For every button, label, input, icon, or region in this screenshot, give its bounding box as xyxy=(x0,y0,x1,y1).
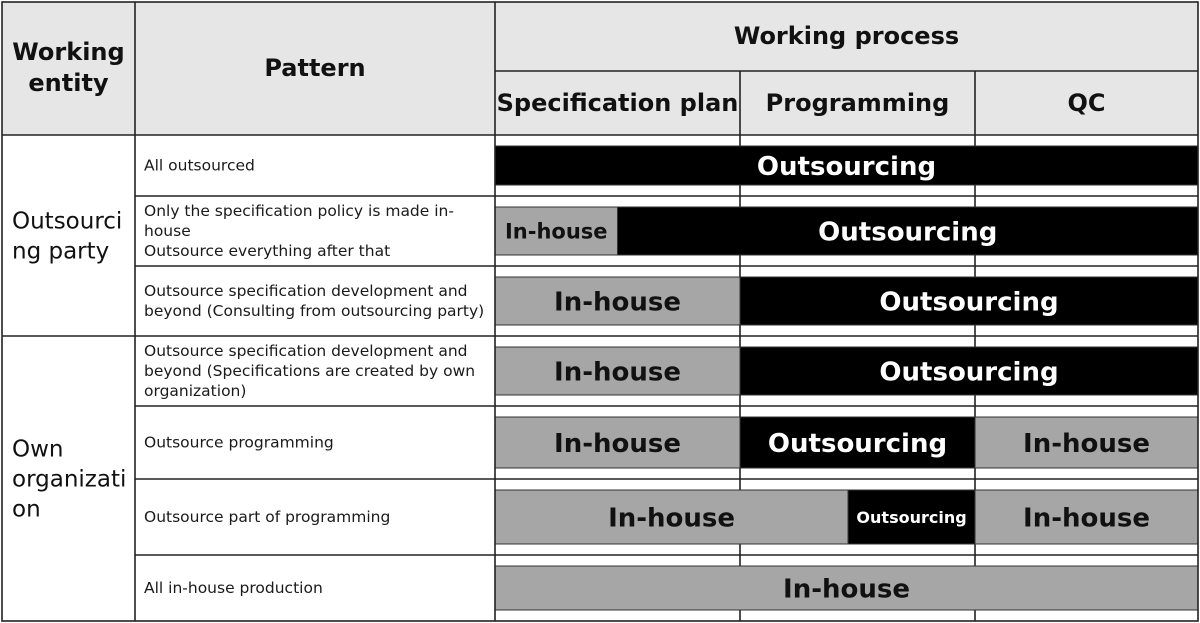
phase-header-1: Programming xyxy=(765,89,950,117)
in-house-label: In-house xyxy=(608,503,736,534)
outsourcing-label: Outsourcing xyxy=(756,151,937,182)
entity-label: ng party xyxy=(12,238,110,265)
in-house-label: In-house xyxy=(554,428,681,459)
pattern-header: Pattern xyxy=(264,54,366,82)
entity-label: Outsourci xyxy=(12,208,123,235)
pattern-text: Outsource part of programming xyxy=(144,508,391,526)
pattern-text: organization) xyxy=(144,382,247,400)
phase-header-0: Specification plan xyxy=(496,89,739,117)
pattern-text: Outsource specification development and xyxy=(144,282,468,300)
in-house-label: In-house xyxy=(504,219,608,244)
working-entity-header: entity xyxy=(28,69,109,97)
pattern-text: Outsource programming xyxy=(144,433,334,452)
pattern-text: All in-house production xyxy=(144,579,323,597)
pattern-text: beyond (Consulting from outsourcing party) xyxy=(144,302,485,320)
working-process-header: Working process xyxy=(733,22,960,50)
entity-label: on xyxy=(12,496,41,523)
in-house-label: In-house xyxy=(1023,503,1150,534)
outsourcing-label: Outsourcing xyxy=(879,357,1059,388)
outsourcing-label: Outsourcing xyxy=(879,287,1059,318)
pattern-text: Outsource everything after that xyxy=(144,242,391,260)
in-house-label: In-house xyxy=(783,574,910,605)
pattern-text: Only the specification policy is made in- xyxy=(144,202,454,220)
phase-header-2: QC xyxy=(1067,89,1106,117)
in-house-label: In-house xyxy=(1023,428,1150,459)
entity-label: Own xyxy=(12,436,64,463)
entity-label: organizati xyxy=(12,466,127,493)
outsourcing-label: Outsourcing xyxy=(856,507,967,527)
in-house-label: In-house xyxy=(554,357,681,388)
pattern-text: beyond (Specifications are created by own xyxy=(144,362,476,380)
working-entity-header: Working xyxy=(12,38,125,66)
in-house-label: In-house xyxy=(554,287,681,318)
pattern-text: Outsource specification development and xyxy=(144,342,468,360)
outsourcing-label: Outsourcing xyxy=(818,217,998,248)
pattern-text: All outsourced xyxy=(144,156,255,175)
outsourcing-label: Outsourcing xyxy=(767,428,948,459)
pattern-text: house xyxy=(144,222,191,240)
